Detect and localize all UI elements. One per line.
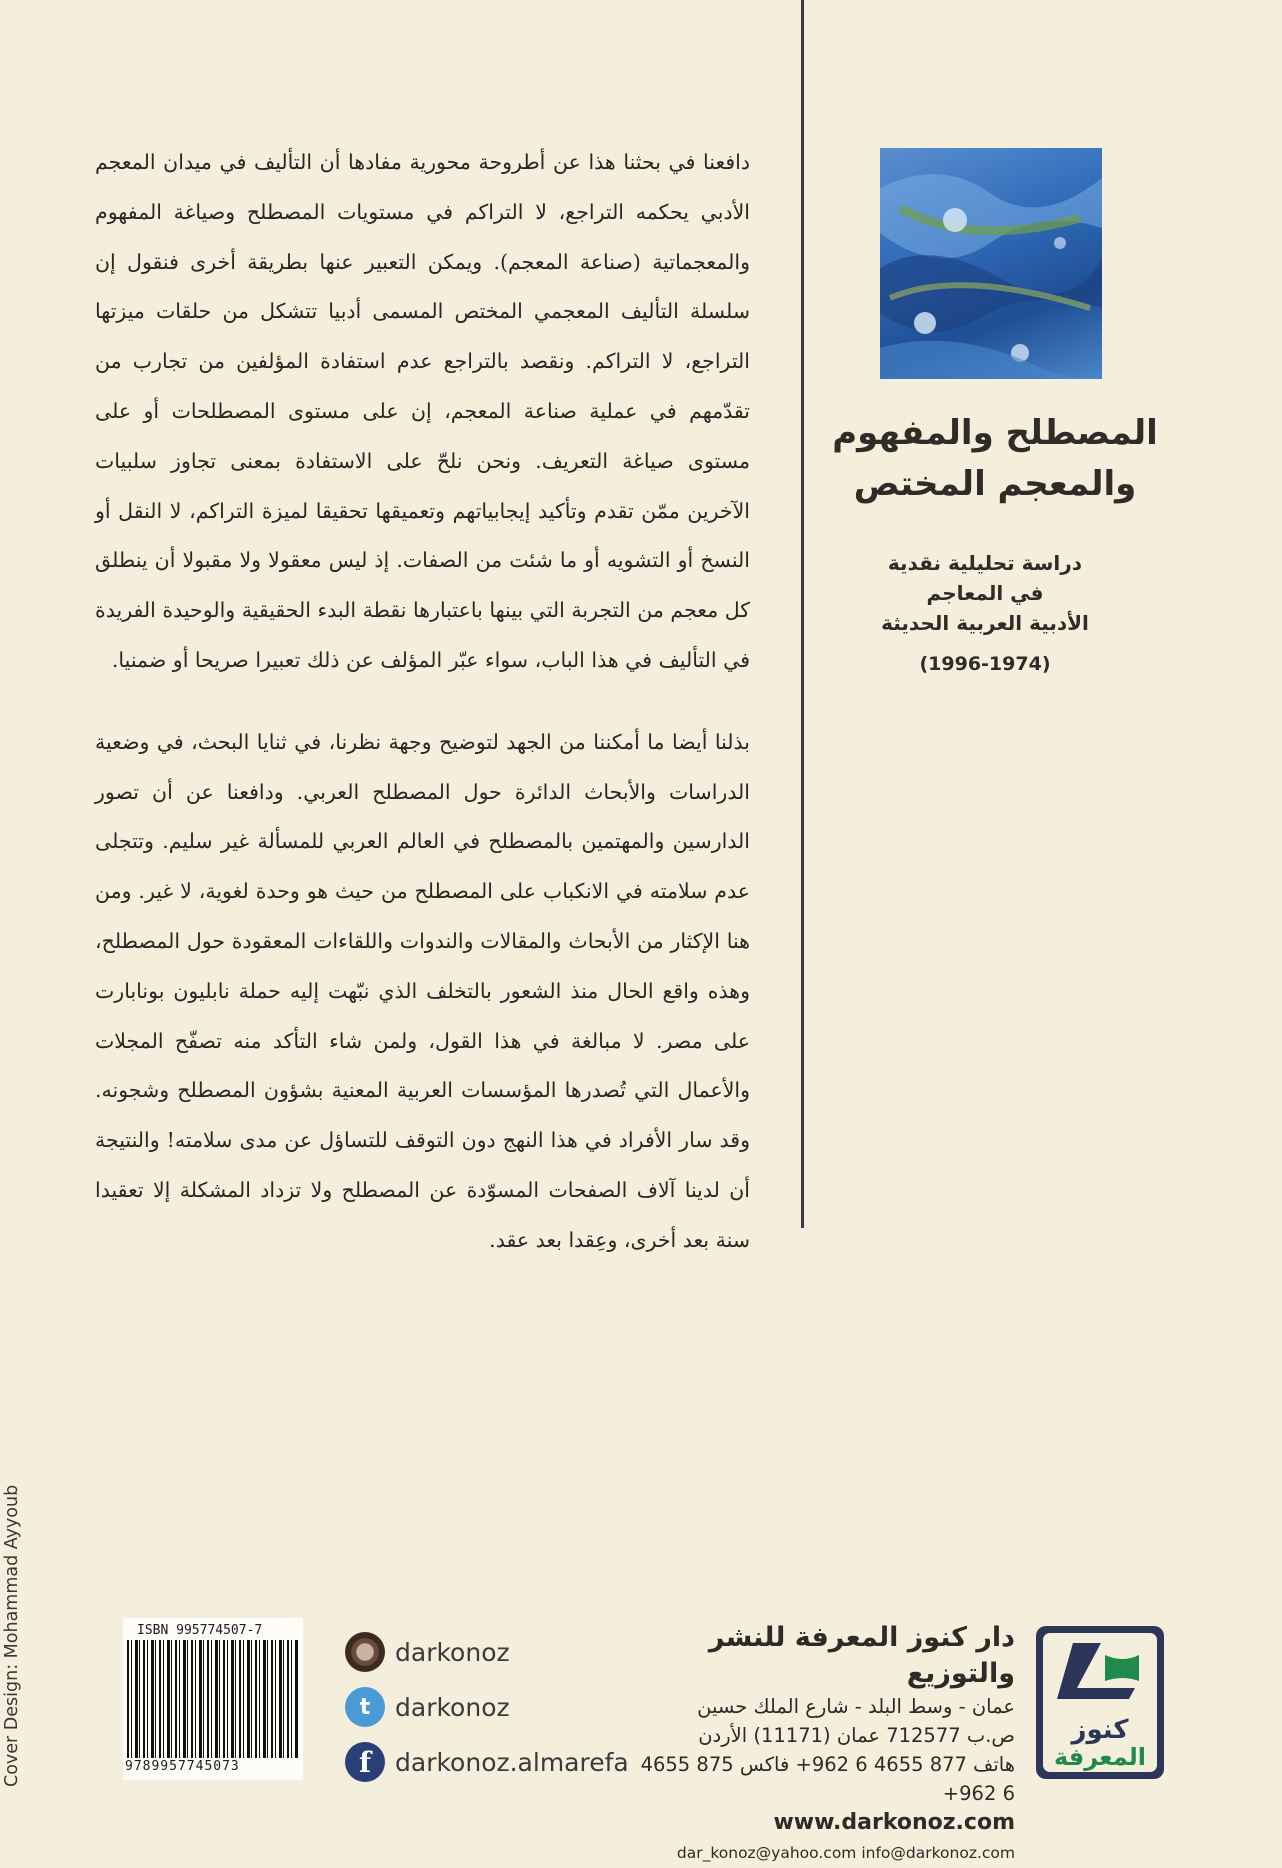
facebook-handle: darkonoz.almarefa [395,1747,629,1777]
isbn-number: ISBN 995774507-7 [137,1623,263,1638]
book-title [830,408,1160,510]
book-subtitle-line-1: دراسة تحليلية نقدية [887,551,1083,575]
publisher-info [630,1620,1015,1868]
blurb-paragraph-1: دافعنا في بحثنا هذا عن أطروحة محورية مفادها أن التأليف في ميدان المعجم الأدبي يحكمه التراجع، لا التراكم في مستويات المصطلح وصياغة المفهوم والمعجماتية (صناعة المعجم). ويمكن التعبير عنها بطريقة أخرى فنقول إن سلسلة التأليف المعجمي المختص المسمى أدبيا تتشكل من حلقات ميزتها التراجع، لا التراكم. ونقصد بالتراجع عدم استفادة المؤلفين من تجارب من تقدّمهم في عملية صناعة المعجم، إن على مستوى المصطلحات أو على مستوى صياغة التعريف. ونحن نلحّ على الاستفادة بمعنى تجاوز سلبيات الآخرين ممّن تقدم وتأكيد إيجابياتهم وتعميقها تحقيقا لميزة التراكم، لا النقل أو النسخ أو التشويه أو ما شئت من الصفات. إذ ليس معقولا ولا مقبولا أن ينطلق كل معجم من التجربة التي بينها باعتبارها نقطة البدء الحقيقية والوحيدة الفريدة في التأليف في هذا الباب، سواء عبّر المؤلف عن ذلك تعبيرا صريحا أو ضمنيا. [95,150,751,672]
cover-design-credit: Cover Design: Mohammad Ayyoub [2,1484,22,1787]
logo-word-2: المعرفة [1053,1743,1147,1771]
instagram-handle: darkonoz [395,1637,510,1667]
instagram-icon [345,1632,385,1672]
ean-number: 9789957745073 [125,1759,240,1774]
social-instagram[interactable] [345,1632,510,1672]
blurb-paragraph-2: بذلنا أيضا ما أمكننا من الجهد لتوضيح وجهة نظرنا، في ثنايا البحث، في وضعية الدراسات والأبحاث الدائرة حول المصطلح العربي. ودافعنا عن أن تصور الدارسين والمهتمين بالمصطلح في العالم العربي للمسألة غير سليم. وتتجلى عدم سلامته في الانكباب على المصطلح من حيث هو وحدة لغوية، لا غير. ومن هنا الإكثار من الأبحاث والمقالات والندوات واللقاءات المعقودة حول المصطلح، وهذه واقع الحال منذ الشعور بالتخلف الذي نبّهت إليه حملة نابليون بونابارت على مصر. لا مبالغة في هذا القول، ولمن شاء التأكد منه تصفّح المجلات والأعمال التي تُصدرها المؤسسات العربية المعنية بشؤون المصطلح وشجونه. وقد سار الأفراد في هذا النهج دون التوقف للتساؤل عن مدى سلامته! والنتيجة أن لدينا آلاف الصفحات المسوّدة عن المصطلح ولا تزداد المشكلة إلا تعقيدا سنة بعد أخرى، وعِقدا بعد عقد. [95,729,750,1252]
isbn-barcode [123,1618,303,1780]
logo-word-1: كنوز [1071,1715,1129,1745]
publisher-po-box: ص.ب 712577 عمان (11171) الأردن [698,1724,1015,1747]
book-subtitle-line-3: الأدبية العربية الحديثة [881,611,1089,635]
barcode-bars [127,1640,299,1758]
twitter-icon: t [345,1687,385,1727]
cover-artwork [880,148,1102,379]
publisher-phones: هاتف 877 4655 6 962+ فاكس 875 4655 6 962+ [640,1753,1015,1805]
publisher-address: عمان - وسط البلد - شارع الملك حسين [697,1695,1015,1718]
facebook-icon: f [345,1742,385,1782]
book-title-line-1: المصطلح والمفهوم [832,413,1158,453]
logo-mark-icon [1043,1633,1157,1713]
blurb-text [95,138,750,1266]
twitter-handle: darkonoz [395,1692,510,1722]
publisher-website[interactable]: www.darkonoz.com [773,1810,1015,1835]
social-twitter[interactable] [345,1687,510,1727]
book-title-line-2: والمعجم المختص [853,464,1137,504]
publisher-logo [1036,1626,1164,1779]
book-subtitle-line-2: في المعاجم [926,581,1044,605]
book-years: (1996-1974) [919,653,1051,675]
book-subtitle [860,548,1110,638]
social-facebook[interactable] [345,1742,629,1782]
vertical-divider [801,0,804,1228]
publisher-emails[interactable]: dar_konoz@yahoo.com info@darkonoz.com [676,1844,1015,1862]
publisher-name: دار كنوز المعرفة للنشر والتوزيع [708,1622,1015,1689]
publisher-logo-inner [1043,1633,1157,1772]
